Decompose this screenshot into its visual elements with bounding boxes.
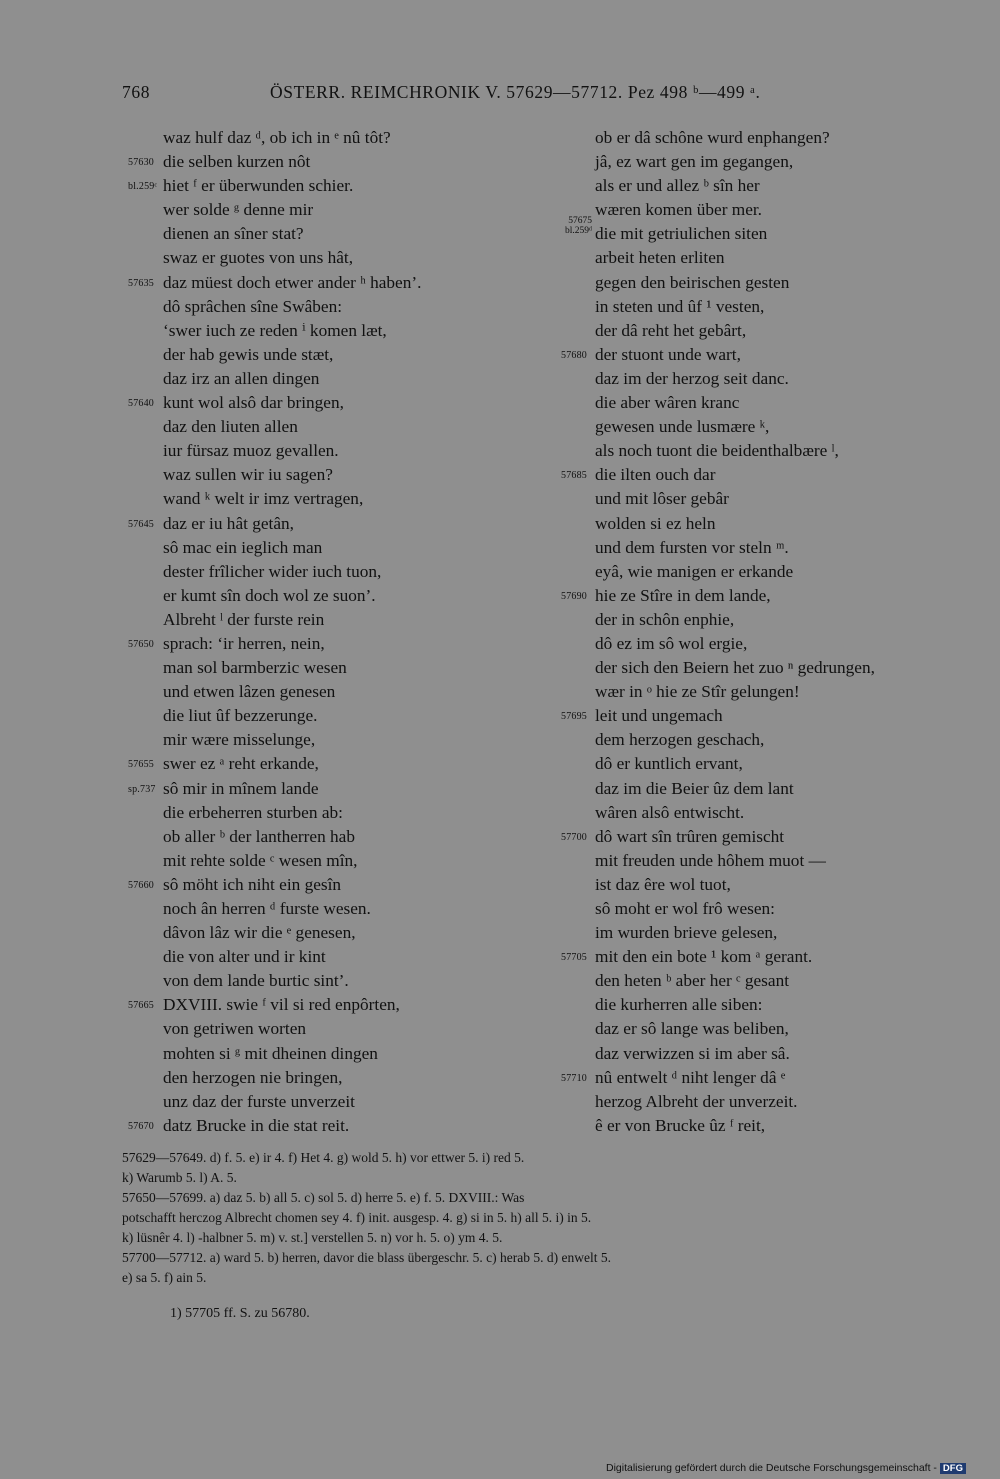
verse-text: der hab gewis unde stæt, [163,344,334,364]
verse-text: daz im die Beier ûz dem lant [595,778,794,798]
verse-text: daz verwizzen si im aber sâ. [595,1043,790,1063]
verse-line [122,512,562,536]
verse-line [554,319,994,343]
verse-text: als er und allez ᵇ sîn her [595,176,760,196]
verse-line [122,271,562,295]
running-title: ÖSTERR. REIMCHRONIK V. 57629—57712. Pez 498 ᵇ—499 ᵃ. [270,82,761,102]
verse-text: dô er kuntlich ervant, [595,754,743,774]
verse-text: von dem lande burtic sint’. [163,971,349,991]
digitization-notice-text: Digitalisierung gefördert durch die Deutsche Forschungsgemeinschaft - [606,1462,937,1474]
verse-line [554,704,994,728]
verse-line [554,1042,994,1066]
line-number: 57665 [128,1000,154,1012]
verse-text: den heten ᵇ aber her ᶜ gesant [595,971,790,991]
verse-line [122,1090,562,1114]
verse-line [122,801,562,825]
verse-text: noch ân herren ᵈ furste wesen. [163,899,371,918]
verse-text: die mit getriulichen siten [595,224,768,244]
verse-text: iur fürsaz muoz gevallen. [163,441,339,461]
verse-line [554,656,994,680]
apparatus-line: potschafft herczog Albrecht chomen sey 4. f) init. ausgesp. 4. g) si in 5. h) all 5. i) in 5. [122,1210,592,1225]
verse-text: kunt wol alsô dar bringen, [163,393,344,413]
verse-text: sô moht er wol frô wesen: [595,899,775,918]
verse-text: und dem fursten vor steln ᵐ. [595,537,789,557]
verse-text: und mit lôser gebâr [595,489,729,509]
verse-line [554,801,994,825]
verse-line [122,536,562,560]
verse-line [554,584,994,608]
verse-line [122,126,562,150]
verse-text: sô möht ich niht ein gesîn [163,874,342,894]
verse-line [122,584,562,608]
verse-line [554,921,994,945]
critical-apparatus [122,1148,962,1288]
apparatus-line: 57629—57649. d) f. 5. e) ir 4. f) Het 4. g) wold 5. h) vor ettwer 5. i) red 5. [122,1150,525,1165]
line-number: 57705 [561,952,587,964]
verse-line [122,439,562,463]
verse-text: man sol barmberzic wesen [163,658,347,678]
verse-line [554,608,994,632]
verse-text: dâvon lâz wir die ᵉ genesen, [163,923,356,943]
line-number: 57700 [561,831,587,843]
verse-line [554,367,994,391]
left-verse-column [122,126,562,1138]
verse-text: die selben kurzen nôt [163,152,311,172]
verse-text: daz müest doch etwer ander ʰ haben’. [163,272,422,292]
verse-text: ob er dâ schône wurd enphangen? [595,128,830,147]
verse-text: sô mac ein ieglich man [163,537,323,557]
verse-text: der dâ reht het gebârt, [595,320,747,340]
verse-text: wolden si ez heln [595,513,716,533]
verse-line [122,1017,562,1041]
verse-text: ‘swer iuch ze reden ⁱ komen læt, [163,320,387,340]
page-number: 768 [122,82,151,102]
verse-text: der stuont unde wart, [595,344,741,364]
dfg-logo: DFG [940,1463,966,1474]
verse-line [122,897,562,921]
verse-line [122,174,562,198]
verse-text: und etwen lâzen genesen [163,682,336,702]
verse-line [122,246,562,270]
verse-text: die aber wâren kranc [595,393,740,413]
verse-text: dô sprâchen sîne Swâben: [163,296,343,316]
verse-text: daz den liuten allen [163,417,298,437]
verse-text: waz hulf daz ᵈ, ob ich in ᵉ nû tôt? [163,128,391,147]
verse-text: daz im der herzog seit danc. [595,368,789,388]
verse-text: dester frîlicher wider iuch tuon, [163,561,382,581]
verse-line [554,198,994,222]
verse-text: wâren alsô entwischt. [595,802,745,822]
verse-line [122,969,562,993]
verse-text: Albreht ˡ der furste rein [163,609,325,629]
verse-text: hiet ᶠ er überwunden schier. [163,176,354,196]
verse-text: dô wart sîn trûren gemischt [595,826,785,846]
apparatus-line: 57650—57699. a) daz 5. b) all 5. c) sol 5. d) herre 5. e) f. 5. DXVIII.: Was [122,1190,525,1205]
line-number: 57670 [128,1120,154,1132]
verse-text: er kumt sîn doch wol ze suon’. [163,585,376,605]
apparatus-line: k) lüsnêr 4. l) -halbner 5. m) v. st.] verstellen 5. n) vor h. 5. o) ym 4. 5. [122,1230,503,1245]
verse-line [554,945,994,969]
verse-text: gegen den beirischen gesten [595,272,790,292]
line-number: 57645 [128,518,154,530]
verse-line [554,216,994,246]
verse-text: ê er von Brucke ûz ᶠ reit, [595,1115,766,1135]
verse-line [122,632,562,656]
verse-line [122,1042,562,1066]
verse-line [122,777,562,801]
line-number: 57690 [561,590,587,602]
verse-text: die liut ûf bezzerunge. [163,706,318,726]
verse-line [122,463,562,487]
verse-text: DXVIII. swie ᶠ vil si red enpôrten, [163,995,400,1015]
line-number: 57650 [128,638,154,650]
verse-text: sprach: ‘ir herren, nein, [163,633,325,653]
verse-line [554,271,994,295]
verse-text: swaz er guotes von uns hât, [163,248,354,268]
verse-line [122,1114,562,1138]
verse-line [122,487,562,511]
verse-line [554,993,994,1017]
verse-line [554,174,994,198]
verse-line [122,752,562,776]
line-number: bl.259ᶜ [128,181,158,193]
verse-line [554,512,994,536]
verse-line [554,1066,994,1090]
verse-line [554,632,994,656]
verse-line [122,945,562,969]
verse-line [122,415,562,439]
right-verse-column [554,126,994,1138]
digitization-notice [606,1462,966,1474]
verse-line [122,319,562,343]
verse-line [122,993,562,1017]
line-number: 57655 [128,759,154,771]
verse-line [122,849,562,873]
verse-text: im wurden brieve gelesen, [595,923,778,943]
verse-line [554,873,994,897]
verse-text: herzog Albreht der unverzeit. [595,1091,798,1111]
verse-text: dienen an sîner stat? [163,224,304,244]
verse-line [554,969,994,993]
verse-text: der sich den Beiern het zuo ⁿ gedrungen, [595,658,875,678]
line-number: 57630 [128,157,154,169]
verse-line [122,295,562,319]
verse-line [554,126,994,150]
verse-text: swer ez ᵃ reht erkande, [163,754,319,774]
apparatus-line: k) Warumb 5. l) A. 5. [122,1170,237,1185]
line-number: sp.737 [128,783,156,795]
verse-text: leit und ungemach [595,706,723,726]
verse-line [122,728,562,752]
verse-text: mit freuden unde hôhem muot — [595,850,826,870]
verse-line [122,656,562,680]
line-number: 57635 [128,277,154,289]
verse-text: mir wære misselunge, [163,730,316,750]
verse-line [122,825,562,849]
verse-text: datz Brucke in die stat reit. [163,1115,350,1135]
verse-text: nû entwelt ᵈ niht lenger dâ ᵉ [595,1067,786,1087]
verse-text: mohten si ᵍ mit dheinen dingen [163,1043,378,1063]
verse-text: die ilten ouch dar [595,465,716,485]
verse-line [122,222,562,246]
verse-line [554,295,994,319]
verse-text: dem herzogen geschach, [595,730,765,750]
line-number: 57695 [561,711,587,723]
verse-text: der in schôn enphie, [595,609,735,629]
verse-text: hie ze Stîre in dem lande, [595,585,771,605]
verse-line [122,921,562,945]
verse-line [554,150,994,174]
verse-line [554,536,994,560]
verse-text: eyâ, wie manigen er erkande [595,561,794,581]
verse-line [554,415,994,439]
verse-line [554,849,994,873]
verse-line [554,343,994,367]
line-number: 57675 bl.259ᵈ [565,216,592,237]
verse-line [554,728,994,752]
footnote: 1) 57705 ff. S. zu 56780. [170,1306,310,1321]
verse-text: wand ᵏ welt ir imz vertragen, [163,489,364,509]
line-number: 57710 [561,1072,587,1084]
verse-text: die kurherren alle siben: [595,995,763,1015]
verse-line [554,1090,994,1114]
verse-line [122,150,562,174]
verse-text: als noch tuont die beidenthalbære ˡ, [595,441,839,461]
verse-line [122,704,562,728]
verse-line [122,608,562,632]
verse-text: waz sullen wir iu sagen? [163,465,333,485]
line-number: 57680 [561,349,587,361]
verse-line [554,439,994,463]
verse-text: in steten und ûf ¹ vesten, [595,296,765,316]
verse-line [554,1114,994,1138]
verse-text: wær in ᵒ hie ze Stîr gelungen! [595,682,800,702]
verse-text: den herzogen nie bringen, [163,1067,343,1087]
verse-line [122,560,562,584]
verse-text: die erbeherren sturben ab: [163,802,343,822]
verse-line [122,873,562,897]
verse-line [554,680,994,704]
apparatus-line: e) sa 5. f) ain 5. [122,1270,207,1285]
verse-line [122,343,562,367]
line-number: 57685 [561,470,587,482]
verse-line [554,246,994,270]
line-number: 57660 [128,879,154,891]
verse-line [554,463,994,487]
verse-text: dô ez im sô wol ergie, [595,633,748,653]
verse-text: daz er iu hât getân, [163,513,294,533]
line-number: 57640 [128,398,154,410]
verse-line [554,777,994,801]
verse-text: gewesen unde lusmære ᵏ, [595,417,770,437]
verse-text: jâ, ez wart gen im gegangen, [595,152,794,172]
verse-line [122,367,562,391]
verse-line [554,560,994,584]
verse-text: sô mir in mînem lande [163,778,319,798]
verse-text: ist daz êre wol tuot, [595,874,731,894]
verse-text: von getriwen worten [163,1019,307,1039]
verse-line [554,752,994,776]
verse-text: mit den ein bote ¹ kom ᵃ gerant. [595,947,813,967]
verse-text: ob aller ᵇ der lantherren hab [163,826,355,846]
verse-line [554,1017,994,1041]
verse-text: arbeit heten erliten [595,248,725,268]
apparatus-line: 57700—57712. a) ward 5. b) herren, davor die blass übergeschr. 5. c) herab 5. d) enwelt 5. [122,1250,611,1265]
verse-text: wer solde ᵍ denne mir [163,200,314,220]
verse-line [554,487,994,511]
verse-line [122,198,562,222]
verse-line [122,680,562,704]
verse-text: die von alter und ir kint [163,947,326,967]
verse-text: daz irz an allen dingen [163,368,320,388]
verse-line [122,391,562,415]
verse-line [554,825,994,849]
verse-text: unz daz der furste unverzeit [163,1091,355,1111]
verse-text: mit rehte solde ᶜ wesen mîn, [163,850,358,870]
verse-text: wæren komen über mer. [595,200,763,220]
verse-text: daz er sô lange was beliben, [595,1019,789,1039]
verse-line [122,1066,562,1090]
verse-line [554,897,994,921]
verse-line [554,391,994,415]
